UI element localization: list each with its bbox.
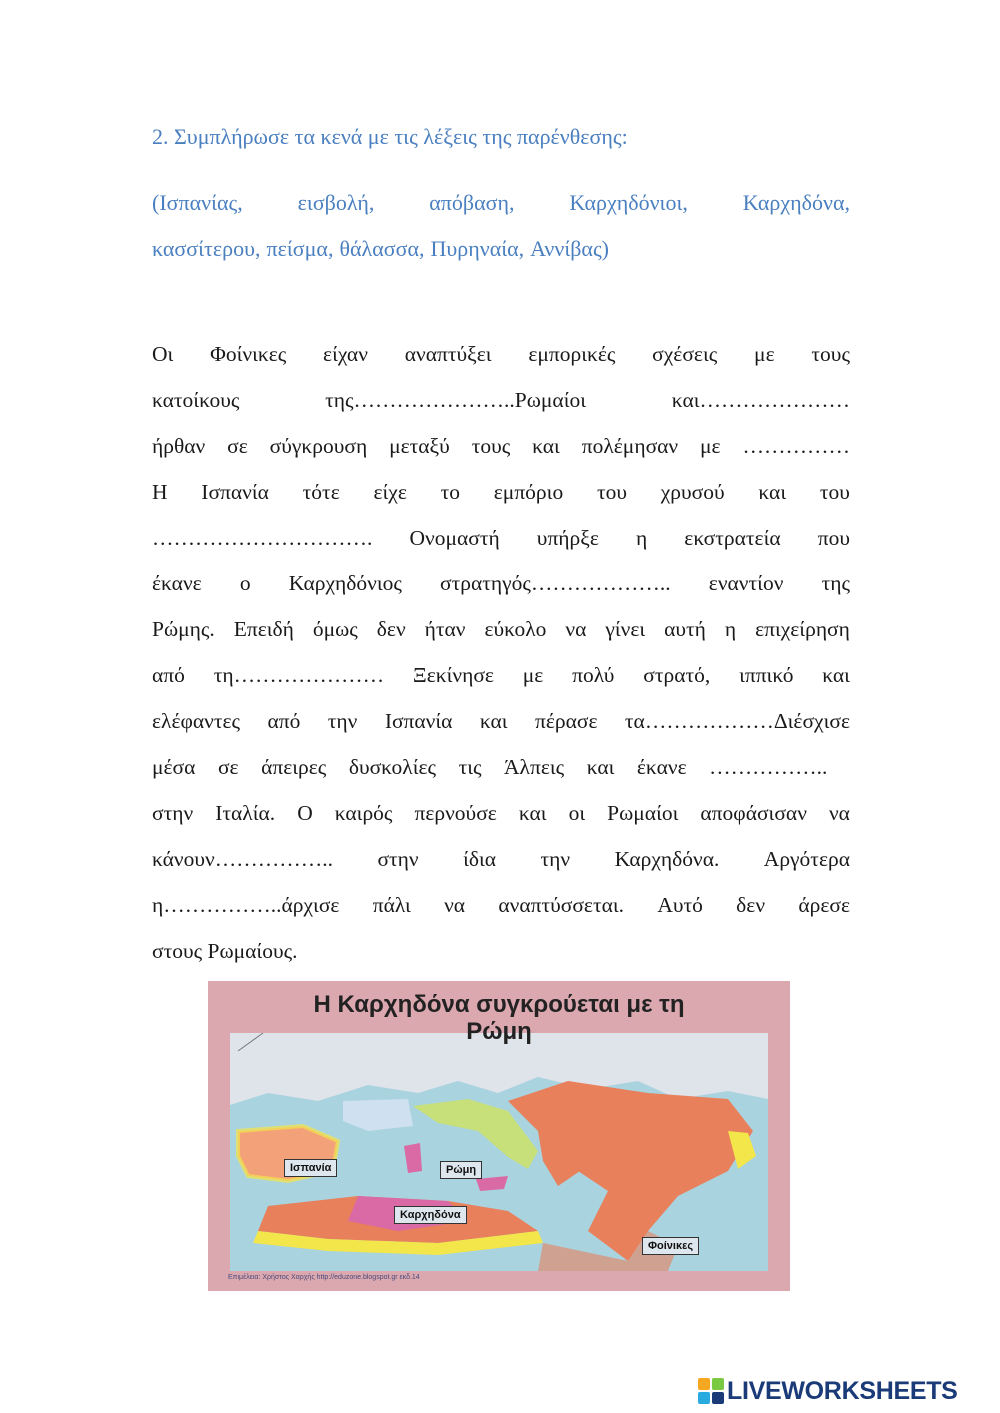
- passage-word: αποφάσισαν: [700, 800, 807, 825]
- map-title-line-2: Ρώμη: [466, 1018, 532, 1045]
- passage-word: περνούσε: [414, 800, 497, 825]
- passage-word: μεταξύ: [389, 433, 450, 458]
- passage-line: [152, 424, 850, 470]
- passage-word: καιρός: [334, 800, 393, 825]
- passage-word: τη…………………: [213, 663, 385, 688]
- passage-word: είχαν: [323, 342, 368, 366]
- passage-word: πολέμησαν: [581, 433, 679, 458]
- passage-word: εμπορικές: [528, 342, 616, 366]
- passage-word: και: [822, 663, 850, 688]
- passage-word: στους Ρωμαίους.: [152, 938, 298, 963]
- word-bank-item: πείσμα,: [266, 236, 334, 261]
- liveworksheets-icon: [698, 1378, 724, 1404]
- passage-word: κάνουν……………..: [152, 846, 333, 871]
- passage-word: εμπόριο: [493, 479, 564, 504]
- passage-word: σχέσεις: [652, 342, 718, 366]
- passage-word: Επειδή: [233, 617, 294, 642]
- word-bank: [152, 180, 850, 272]
- passage-line: [152, 561, 850, 607]
- passage-word: ο: [239, 571, 251, 596]
- passage-word: Ισπανία: [384, 709, 453, 734]
- passage-word: ελέφαντες: [152, 709, 241, 734]
- passage-word: δυσκολίες: [348, 755, 437, 780]
- passage-line: [152, 883, 850, 929]
- map-label-spain: Ισπανία: [284, 1159, 337, 1177]
- passage-word: ήρθαν: [152, 433, 206, 458]
- word-bank-line-2: [152, 226, 850, 272]
- passage-line: [152, 378, 850, 424]
- passage-word: με: [522, 663, 544, 688]
- word-bank-item: Πυρηναία,: [430, 236, 525, 261]
- map-title-line-1: Η Καρχηδόνα συγκρούεται με τη: [313, 991, 685, 1018]
- passage-word: με: [700, 433, 721, 458]
- fill-in-passage: [152, 332, 850, 974]
- passage-line: [152, 653, 850, 699]
- passage-word: η……………..άρχισε: [152, 892, 340, 917]
- passage-word: πάλι: [372, 892, 411, 917]
- map-title: [208, 991, 790, 1045]
- passage-word: επιχείρηση: [755, 617, 850, 642]
- passage-word: είχε: [373, 479, 407, 504]
- passage-word: αναπτύξει: [404, 342, 492, 366]
- task-title: 2. Συμπλήρωσε τα κενά με τις λέξεις της παρένθεσης:: [152, 124, 628, 149]
- passage-word: τότε: [302, 479, 340, 504]
- passage-word: εναντίον: [708, 571, 784, 596]
- word-bank-item: θάλασσα,: [339, 236, 425, 261]
- passage-word: τα………………Διέσχισε: [624, 709, 850, 734]
- map-label-rome: Ρώμη: [440, 1161, 482, 1179]
- history-map: [208, 981, 790, 1291]
- passage-word: και: [586, 755, 615, 780]
- passage-word: τους: [811, 342, 850, 366]
- passage-word: άπειρες: [261, 755, 327, 780]
- passage-word: χρυσού: [660, 479, 725, 504]
- passage-word: Ονομαστή: [409, 525, 500, 550]
- word-bank-item: Καρχηδόνα,: [742, 190, 850, 215]
- passage-word: Αυτό: [657, 892, 703, 917]
- passage-line: [152, 791, 850, 837]
- passage-word: της…………………..Ρωμαίοι: [325, 387, 587, 412]
- passage-word: του: [819, 479, 850, 504]
- passage-word: στην: [377, 846, 419, 871]
- passage-word: εύκολο: [484, 617, 547, 642]
- passage-word: στρατό,: [643, 663, 711, 688]
- passage-word: μέσα: [152, 755, 196, 780]
- passage-word: να: [828, 800, 850, 825]
- passage-word: και: [758, 479, 787, 504]
- passage-word: τους: [471, 433, 511, 458]
- word-bank-item: κασσίτερου,: [152, 236, 261, 261]
- passage-line: [152, 699, 850, 745]
- passage-word: και: [479, 709, 508, 734]
- passage-word: Η: [152, 479, 168, 504]
- map-label-phoenicians: Φοίνικες: [642, 1237, 699, 1255]
- passage-line: [152, 745, 850, 791]
- passage-word: την: [540, 846, 571, 871]
- passage-word: σε: [217, 755, 239, 780]
- passage-word: της: [821, 571, 850, 596]
- passage-word: σε: [227, 433, 248, 458]
- passage-line: [152, 929, 850, 975]
- passage-word: η: [635, 525, 648, 550]
- passage-word: ίδια: [463, 846, 497, 871]
- word-bank-item: (Ισπανίας,: [152, 190, 243, 215]
- passage-word: Ιταλία.: [215, 800, 276, 825]
- passage-word: Άλπεις: [504, 755, 565, 780]
- passage-word: κατοίκους: [152, 387, 240, 412]
- passage-word: να: [444, 892, 466, 917]
- passage-word: και: [518, 800, 547, 825]
- passage-word: Ξεκίνησε: [412, 663, 494, 688]
- word-bank-item: Αννίβας): [530, 236, 609, 261]
- passage-word: Αργότερα: [763, 846, 850, 871]
- passage-word: του: [596, 479, 627, 504]
- passage-word: πολύ: [572, 663, 615, 688]
- passage-word: έκανε: [152, 571, 202, 596]
- passage-word: έκανε: [636, 755, 687, 780]
- passage-word: και…………………: [671, 387, 850, 412]
- passage-word: που: [817, 525, 850, 550]
- map-label-carthage: Καρχηδόνα: [394, 1206, 467, 1224]
- passage-line: [152, 516, 850, 562]
- passage-word: και: [532, 433, 560, 458]
- brand-name: LIVEWORKSHEETS: [727, 1376, 958, 1405]
- passage-word: τις: [458, 755, 482, 780]
- word-bank-line-1: [152, 180, 850, 226]
- passage-word: από: [152, 663, 185, 688]
- word-bank-item: εισβολή,: [297, 190, 375, 215]
- passage-word: δεν: [736, 892, 766, 917]
- passage-line: [152, 332, 850, 378]
- passage-line: [152, 470, 850, 516]
- passage-word: πέρασε: [535, 709, 598, 734]
- passage-word: Καρχηδόνα.: [614, 846, 720, 871]
- passage-word: από: [267, 709, 301, 734]
- passage-word: σύγκρουση: [269, 433, 368, 458]
- passage-word: υπήρξε: [536, 525, 599, 550]
- passage-word: οι: [568, 800, 586, 825]
- passage-word: ήταν: [424, 617, 466, 642]
- passage-word: με: [754, 342, 775, 366]
- passage-word: όμως: [312, 617, 358, 642]
- passage-word: Καρχηδόνιος: [288, 571, 402, 596]
- passage-word: ………………………….: [152, 525, 373, 550]
- passage-word: να: [565, 617, 587, 642]
- passage-line: [152, 607, 850, 653]
- passage-word: Ισπανία: [201, 479, 269, 504]
- passage-word: Ρωμαίοι: [607, 800, 679, 825]
- passage-word: Φοίνικες: [210, 342, 287, 366]
- word-bank-item: απόβαση,: [429, 190, 515, 215]
- passage-word: Ρώμης.: [152, 617, 215, 642]
- passage-word: αναπτύσσεται.: [498, 892, 625, 917]
- passage-word: Οι: [152, 342, 174, 366]
- passage-word: ιππικό: [739, 663, 794, 688]
- passage-word: εκστρατεία: [684, 525, 781, 550]
- passage-word: αυτή: [664, 617, 706, 642]
- passage-word: δεν: [376, 617, 406, 642]
- passage-word: το: [440, 479, 461, 504]
- liveworksheets-logo[interactable]: [698, 1377, 958, 1405]
- passage-word: άρεσε: [798, 892, 850, 917]
- passage-word: η: [724, 617, 737, 642]
- word-bank-item: Καρχηδόνιοι,: [569, 190, 688, 215]
- map-credit: Επιμέλεια: Χρήστος Χαρχής http://eduzone.blogspot.gr εκδ.14: [228, 1274, 420, 1281]
- passage-line: [152, 837, 850, 883]
- passage-word: στρατηγός………………..: [440, 571, 671, 596]
- passage-word: ……………: [742, 433, 850, 458]
- passage-word: ……………..: [709, 755, 828, 780]
- passage-word: την: [327, 709, 358, 734]
- passage-word: στην: [152, 800, 194, 825]
- passage-word: γίνει: [605, 617, 646, 642]
- passage-word: Ο: [297, 800, 313, 825]
